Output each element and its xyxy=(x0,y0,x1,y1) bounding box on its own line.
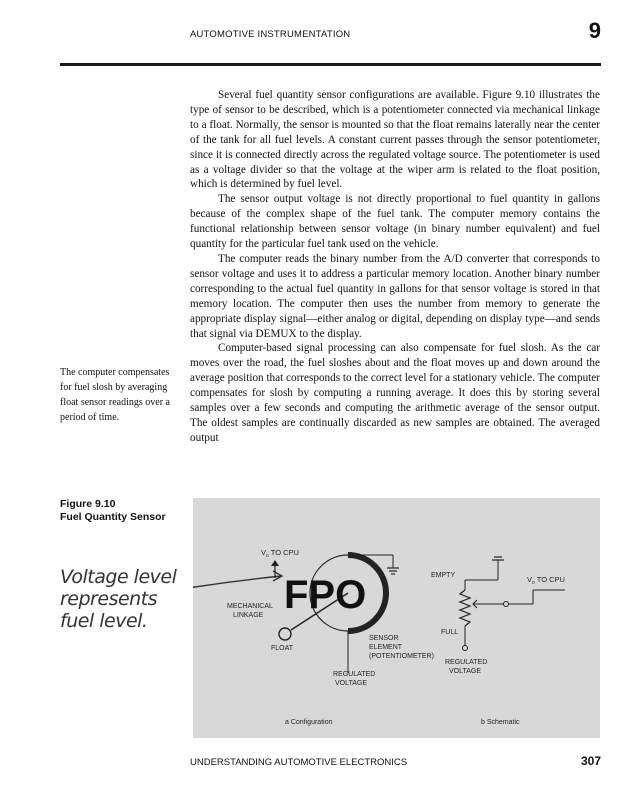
voltage-label-left: VOLTAGE xyxy=(335,680,368,687)
element-label: ELEMENT xyxy=(369,644,403,651)
header-rule xyxy=(60,63,601,66)
page-number: 307 xyxy=(580,754,601,768)
full-label: FULL xyxy=(441,629,459,636)
vo-to-cpu-label-right: $V_o$ TO CPU xyxy=(527,575,565,586)
schematic-bottom-terminal xyxy=(463,646,468,651)
linkage-label: LINKAGE xyxy=(233,612,264,619)
wiper-terminal xyxy=(504,602,509,607)
resistor-zigzag xyxy=(460,590,470,626)
margin-note: The computer compensates for fuel slosh by averaging float sensor readings over a period of time. xyxy=(60,367,170,423)
note-arrow xyxy=(193,576,281,590)
chapter-number: 9 xyxy=(588,18,601,43)
figure-number: Figure 9.10 xyxy=(60,498,116,510)
paragraph-4: Computer-based signal processing can also compensate for fuel slosh. As the car moves over the road, the fuel sloshes about and the float moves up and down around the average position that corresponds to the correct level for a stationary vehicle. The computer compensates for slosh by computing a running average. It does this by storing several samples over a few seconds and computing the arithmetic average of the sensor output. The oldest samples are continually discarded as new samples are obtained. The averaged output xyxy=(190,342,600,444)
running-footer-title: UNDERSTANDING AUTOMOTIVE ELECTRONICS xyxy=(190,757,408,768)
regulated-label-left: REGULATED xyxy=(333,671,376,678)
fpo-placeholder: FPO xyxy=(284,573,367,617)
potentiometer-label: (POTENTIOMETER) xyxy=(369,653,434,660)
empty-label: EMPTY xyxy=(431,572,456,579)
configuration-caption: a Configuration xyxy=(285,719,333,726)
paragraph-3: The computer reads the binary number from the A/D converter that corresponds to sensor voltage and uses it to address a particular memory location. Another binary number corresponding to the actual fuel quantity in gallons for that sensor voltage is stored in that memory location. The computer then uses the number from memory to generate the appropriate display signal—either analog or digital, depending on display type—and sends that signal via DEMUX to the display. xyxy=(190,252,600,340)
vo-to-cpu-label-left: $V_o$ TO CPU xyxy=(261,548,299,559)
float-circle xyxy=(279,628,291,640)
sensor-label: SENSOR xyxy=(369,635,399,642)
paragraph-1: Several fuel quantity sensor configurations are available. Figure 9.10 illustrates the type of sensor to be described, which is a potentiometer connected via mechanical linkage to a float. Normally, the sensor is mounted so that the float remains laterally near the center of the tank for all fuel levels. A constant current passes through the sensor potentiometer, since it is connected directly across the regulated voltage source. The potentiometer is used as a voltage divider so that the voltage at the wiper arm is related to the float position, which is determined by fuel level. xyxy=(190,89,600,191)
figure-image xyxy=(193,498,600,738)
figure-caption: Fuel Quantity Sensor xyxy=(60,510,166,523)
figure-diagram xyxy=(193,498,600,738)
handwritten-note: Voltage level represents fuel level. xyxy=(60,566,177,632)
figure-label xyxy=(60,498,185,523)
running-header-title: AUTOMOTIVE INSTRUMENTATION xyxy=(190,29,351,40)
mechanical-label: MECHANICAL xyxy=(227,603,273,610)
schematic-caption: b Schematic xyxy=(481,719,520,726)
vo-arrow-head xyxy=(271,560,279,566)
paragraph-2: The sensor output voltage is not directly proportional to fuel quantity in gallons because of the complex shape of the fuel tank. The computer memory contains the functional relationship between sensor voltage (in binary number equivalent) and fuel quantity for the particular fuel tank used on the vehicle. xyxy=(190,193,600,251)
regulated-label-right: REGULATED xyxy=(445,659,488,666)
float-label: FLOAT xyxy=(271,645,294,652)
voltage-label-right: VOLTAGE xyxy=(449,668,482,675)
body-text xyxy=(190,88,600,446)
